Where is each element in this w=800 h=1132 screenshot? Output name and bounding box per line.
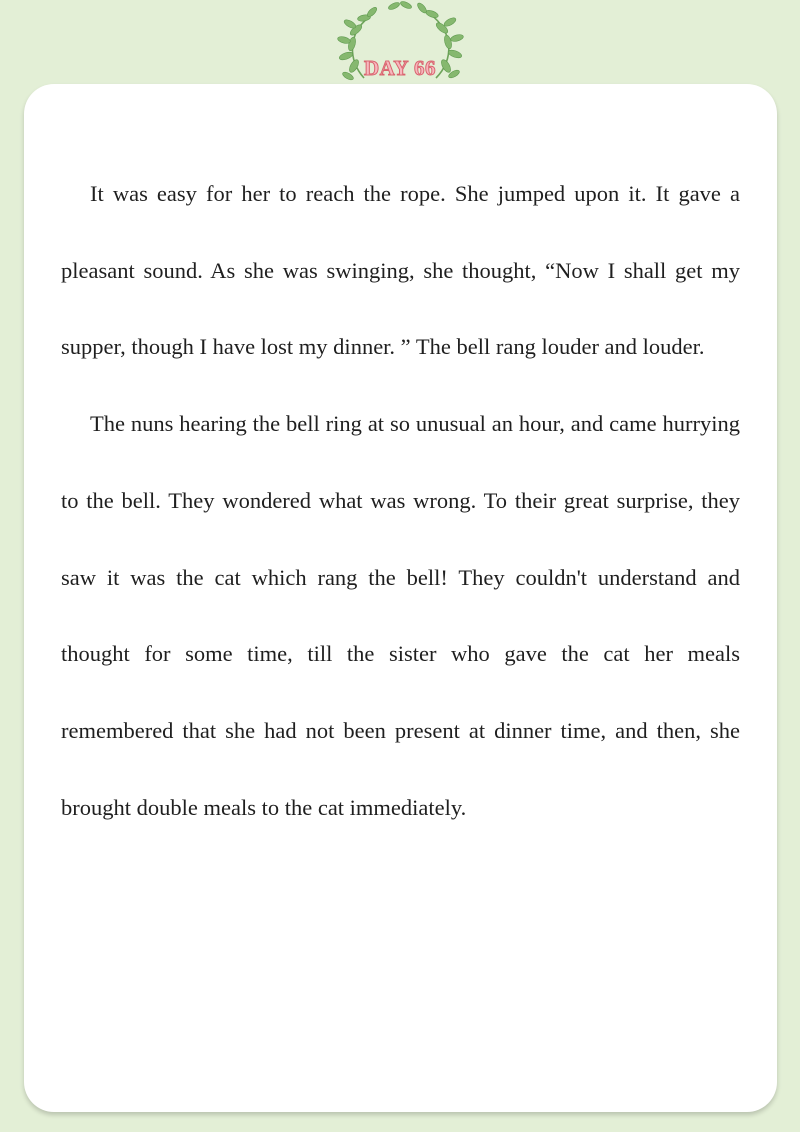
paragraph-1: It was easy for her to reach the rope. She jumped upon it. It gave a pleasant sound. As she was swinging, she thought, “Now I shall get my supper, though I have lost my dinner. ” The bell rang louder and louder. — [61, 181, 740, 360]
paragraph-2: The nuns hearing the bell ring at so unusual an hour, and came hurrying to the bell. They wondered what was wrong. To their great surprise, they saw it was the cat which rang the bell! They couldn't understand and thought for some time, till the sister who gave the cat her meals remembered that she had not been present at dinner time, and then, she brought double meals to the cat immediately. — [61, 411, 740, 820]
story-text — [61, 156, 740, 846]
story-card — [24, 84, 777, 1112]
day-badge — [334, 0, 466, 92]
day-label: DAY 66 — [363, 56, 437, 80]
